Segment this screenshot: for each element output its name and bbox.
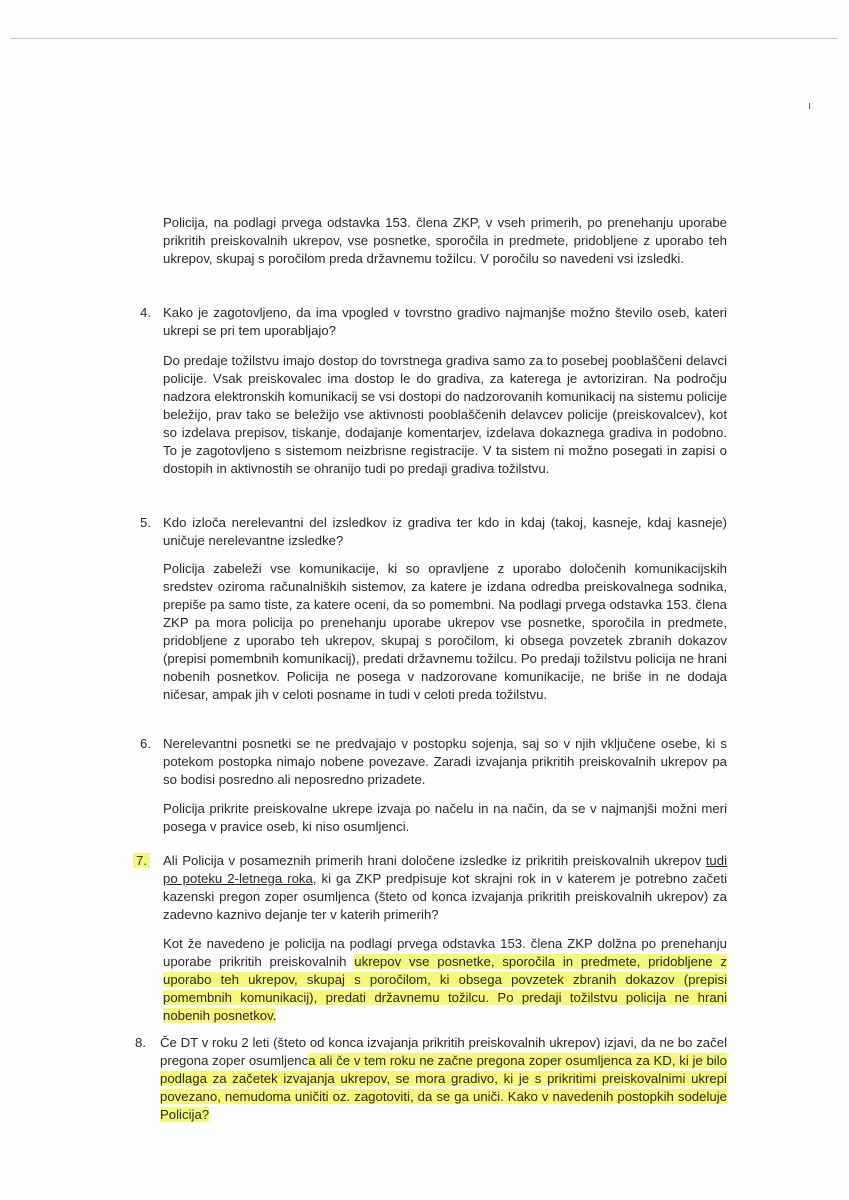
question-5-number: 5. [140,515,151,530]
question-8-text-highlight: a ali če v tem roku ne začne pregona zoper osumljenca za KD, ki je bilo podlaga za začetek izvajanja ukrepov, se mora gradivo, ki je s prikritimi preiskovalnimi ukrepi povezano, nemudoma uničiti oz. zagotoviti, da se ga uniči. Kako v navedenih postopkih sodeluje Policija? [160,1053,727,1122]
question-7-number [133,852,150,870]
question-5-text: Kdo izloča nerelevantni del izsledkov iz gradiva ter kdo in kdaj (takoj, kasneje, kdaj kasneje) uničuje nerelevantne izsledke? [163,515,727,548]
question-7-answer [163,935,727,1025]
corner-scan-mark: ı [807,100,811,112]
intro-answer: Policija, na podlagi prvega odstavka 153. člena ZKP, v vseh primerih, po prenehanju uporabe prikritih preiskovalnih ukrepov, vse posnetke, sporočila in predmete, pridobljene z uporabo teh ukrepov, skupaj s poročilom preda državnemu tožilcu. V poročilu so navedeni vsi izsledki. [163,215,727,266]
question-6-text: Nerelevantni posnetki se ne predvajajo v postopku sojenja, saj so v njih vključene osebe, ki s potekom postopka nimajo nobene povezave. Zaradi izvajanja prikritih preiskovalnih ukrepov pa so bodisi posredno ali neposredno prizadete. [163,736,727,787]
scan-edge-line [10,38,838,39]
question-4-text: Kako je zagotovljeno, da ima vpogled v tovrstno gradivo najmanjše možno število oseb, kateri ukrepi se pri tem uporabljajo? [163,305,727,338]
question-8-number: 8. [135,1035,146,1050]
question-7-text-b: , ki ga ZKP predpisuje kot skrajni rok in v katerem je potrebno začeti kazenski pregon zoper osumljenca (šteto od konca izvajanja prikritih preiskovalnih ukrepov) za zadevno kaznivo dejanje ter v katerih primerih? [163,871,727,922]
question-7-text-a: Ali Policija v posameznih primerih hrani določene izsledke iz prikritih preiskovalnih ukrepov [163,853,706,868]
question-4-answer: Do predaje tožilstvu imajo dostop do tovrstnega gradiva samo za to posebej pooblaščeni delavci policije. Vsak preiskovalec ima dostop le do gradiva, za katerega je avtoriziran. Na področju nadzora elektronskih komunikacij se vsi dostopi do nadzorovanih komunikacij na sistemu policije beležijo, prav tako se beležijo vse aktivnosti pooblaščenih delavcev policije (preiskovalcev), kot so izdelava prepisov, tiskanje, dodajanje komentarjev, izdelava dokaznega gradiva in podobno. To je zagotovljeno s sistemom neizbrisne registracije. V ta sistem ni možno posegati in zapisi o dostopih in aktivnostih se ohranijo tudi po predaji gradiva tožilstvu. [163,353,727,476]
question-7-underlined-phrase: tudi po poteku 2-letnega roka [163,853,727,886]
question-5-answer: Policija zabeleži vse komunikacije, ki so opravljene z uporabo določenih komunikacijskih sredstev oziroma računalniških sistemov, za katere je izdana odredba preiskovalnega sodnika, prepiše pa samo tiste, za katere oceni, da so pomembni. Na podlagi prvega odstavka 153. člena ZKP pa mora policija po prenehanju uporabe ukrepov vse posnetke, sporočila in predmete, pridobljene z uporabo teh ukrepov, skupaj s poročilom, ki obsega povzetek zbranih dokazov (prepisi pomembnih komunikacij), predati državnemu tožilcu. Po predaji tožilstvu policija ne hrani nobenih posnetkov. Policija ne posega v nadzorovane komunikacije, ne briše in ne dodaja ničesar, ampak jih v celoti posname in tudi v celoti preda tožilstvu. [163,561,727,702]
question-7-answer-plain: Kot že navedeno je policija na podlagi prvega odstavka 153. člena ZKP dolžna po prenehanju uporabe prikritih preiskovalnih [163,936,727,969]
question-4-number: 4. [140,305,151,320]
question-8-text-plain: Če DT v roku 2 leti (šteto od konca izvajanja prikritih preiskovalnih ukrepov) izjavi, da ne bo začel pregona zoper osumljenc [160,1035,727,1068]
question-7-text [163,852,727,924]
question-6-number: 6. [140,736,151,751]
question-7-answer-highlight: ukrepov vse posnetke, sporočila in predmete, pridobljene z uporabo teh ukrepov, skupaj s poročilom, ki obsega povzetek zbranih dokazov (prepisi pomembnih komunikacij), predati državnemu tožilcu. Po predaji tožilstvu policija ne hrani nobenih posnetkov. [163,954,727,1023]
question-7-number-highlight: 7. [133,853,150,868]
question-6-answer: Policija prikrite preiskovalne ukrepe izvaja po načelu in na način, da se v najmanjši možni meri posega v pravice oseb, ki niso osumljenci. [163,801,727,834]
question-8-text [160,1034,727,1124]
